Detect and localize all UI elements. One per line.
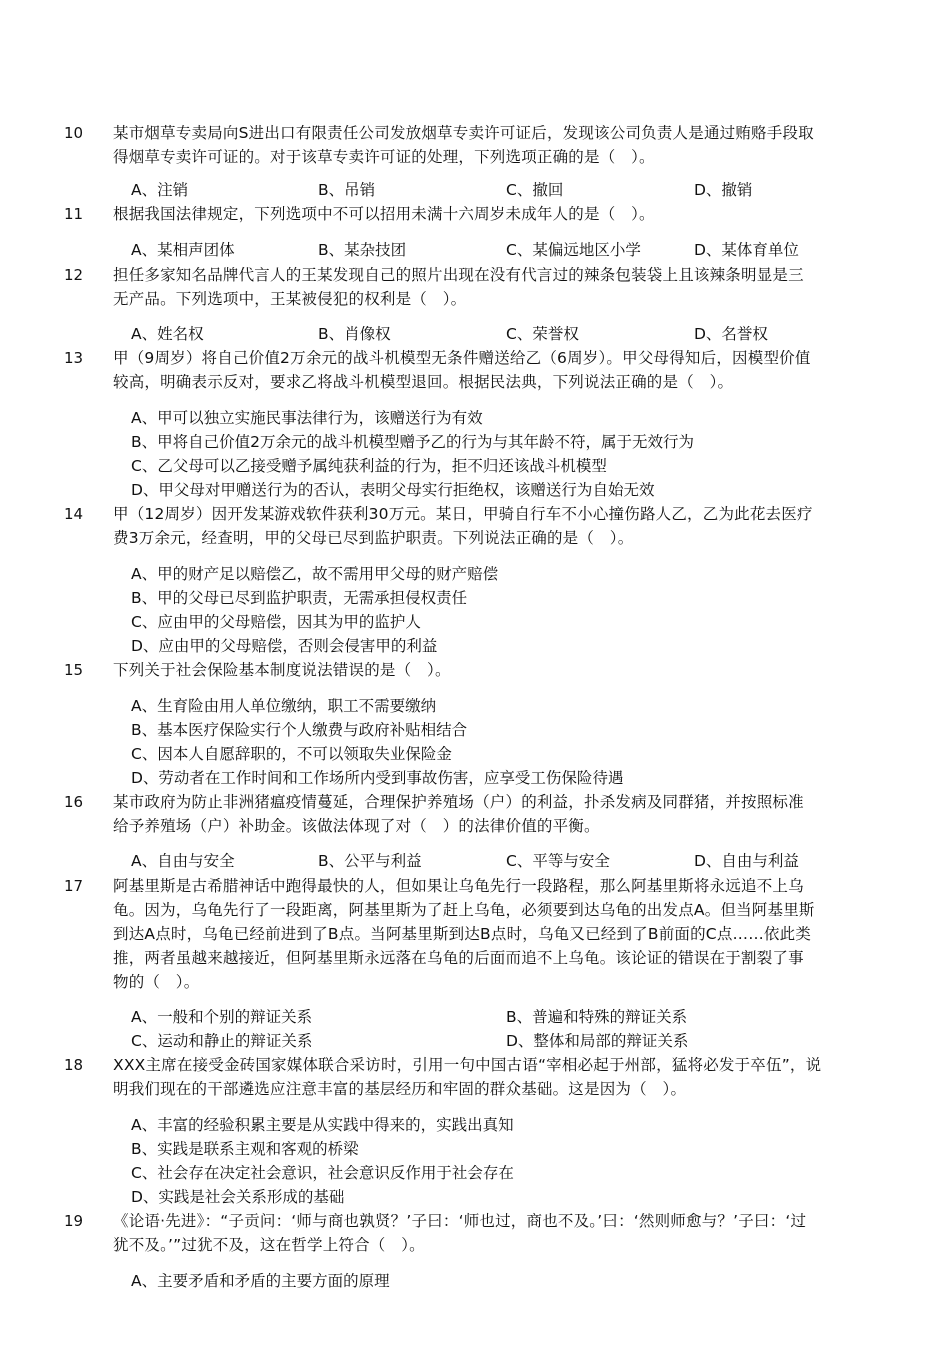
question-number: 11 [64,205,84,223]
question-number: 13 [64,349,84,367]
option-a[interactable]: A、自由与安全 [131,852,235,870]
option-a[interactable]: A、注销 [131,181,189,199]
question-stem: 担任多家知名品牌代言人的王某发现自己的照片出现在没有代言过的辣条包装袋上且该辣条明显是三 无产品。下列选项中，王某被侵犯的权利是（ ）。 [113,266,804,308]
option-b[interactable]: B、吊销 [318,181,376,199]
option-b[interactable]: B、基本医疗保险实行个人缴费与政府补贴相结合 [131,721,468,739]
option-b[interactable]: B、某杂技团 [318,241,407,259]
option-a[interactable]: A、姓名权 [131,325,204,343]
option-c[interactable]: C、社会存在决定社会意识，社会意识反作用于社会存在 [131,1164,514,1182]
question-number: 15 [64,661,84,679]
question-stem: XXX主席在接受金砖国家媒体联合采访时，引用一句中国古语“宰相必起于州部，猛将必发于卒伍”，说 明我们现在的干部遴选应注意丰富的基层经历和牢固的群众基础。这是因为（ ）。 [113,1056,822,1098]
option-d[interactable]: D、自由与利益 [694,852,799,870]
option-b[interactable]: B、肖像权 [318,325,391,343]
option-d[interactable]: D、实践是社会关系形成的基础 [131,1188,345,1206]
option-d[interactable]: D、某体育单位 [694,241,799,259]
question-number: 18 [64,1056,84,1074]
option-c[interactable]: C、撤回 [506,181,564,199]
option-d[interactable]: D、整体和局部的辩证关系 [506,1032,689,1050]
option-c[interactable]: C、平等与安全 [506,852,610,870]
question-stem: 某市政府为防止非洲猪瘟疫情蔓延，合理保护养殖场（户）的利益，扑杀发病及同群猪，并按照标准 给予养殖场（户）补助金。该做法体现了对（ ）的法律价值的平衡。 [113,793,804,835]
question-stem: 阿基里斯是古希腊神话中跑得最快的人，但如果让乌龟先行一段路程，那么阿基里斯将永远追不上乌 龟。因为，乌龟先行了一段距离，阿基里斯为了赶上乌龟，必须要到达乌龟的出发点A。但当阿基里斯 到达A点时，乌龟已经前进到了B点。当阿基里斯到达B点时，乌龟又已经到了B前面的C点……依此类 推，两者虽越来越接近，但阿基里斯永远落在乌龟的后面而追不上乌龟。该论证的错误在于割裂了事 物的（ ）。 [113,877,815,991]
option-c[interactable]: C、乙父母可以乙接受赠予属纯获利益的行为，拒不归还该战斗机模型 [131,457,607,475]
question-stem: 甲（9周岁）将自己价值2万余元的战斗机模型无条件赠送给乙（6周岁）。甲父母得知后，因模型价值 较高，明确表示反对，要求乙将战斗机模型退回。根据民法典，下列说法正确的是（ ）。 [113,349,811,391]
question-number: 16 [64,793,84,811]
question-number: 17 [64,877,84,895]
option-c[interactable]: C、应由甲的父母赔偿，因其为甲的监护人 [131,613,421,631]
option-a[interactable]: A、甲可以独立实施民事法律行为，该赠送行为有效 [131,409,483,427]
question-stem: 《论语·先进》：“子贡问：‘师与商也孰贤？’子曰：‘师也过，商也不及。’曰：‘然则师愈与？’子曰：‘过 犹不及。’”过犹不及，这在哲学上符合（ ）。 [113,1212,807,1254]
question-number: 12 [64,266,84,284]
question-stem: 某市烟草专卖局向S进出口有限责任公司发放烟草专卖许可证后，发现该公司负责人是通过贿赂手段取 得烟草专卖许可证的。对于该草专卖许可证的处理，下列选项正确的是（ ）。 [113,124,814,166]
option-b[interactable]: B、甲的父母已尽到监护职责，无需承担侵权责任 [131,589,468,607]
option-a[interactable]: A、丰富的经验积累主要是从实践中得来的，实践出真知 [131,1116,514,1134]
question-stem: 甲（12周岁）因开发某游戏软件获利30万元。某日，甲骑自行车不小心撞伤路人乙，乙为此花去医疗 费3万余元，经查明，甲的父母已尽到监护职责。下列说法正确的是（ ）。 [113,505,813,547]
option-b[interactable]: B、实践是联系主观和客观的桥梁 [131,1140,359,1158]
option-a[interactable]: A、某相声团体 [131,241,235,259]
option-b[interactable]: B、甲将自己价值2万余元的战斗机模型赠予乙的行为与其年龄不符，属于无效行为 [131,433,694,451]
option-a[interactable]: A、甲的财产足以赔偿乙，故不需用甲父母的财产赔偿 [131,565,499,583]
question-number: 19 [64,1212,84,1230]
option-d[interactable]: D、劳动者在工作时间和工作场所内受到事故伤害，应享受工伤保险待遇 [131,769,624,787]
question-number: 10 [64,124,84,142]
option-c[interactable]: C、荣誉权 [506,325,579,343]
option-a[interactable]: A、一般和个别的辩证关系 [131,1008,313,1026]
option-b[interactable]: B、公平与利益 [318,852,422,870]
question-number: 14 [64,505,84,523]
question-stem: 根据我国法律规定，下列选项中不可以招用未满十六周岁未成年人的是（ ）。 [113,205,655,223]
option-d[interactable]: D、名誉权 [694,325,768,343]
option-d[interactable]: D、撤销 [694,181,753,199]
option-c[interactable]: C、某偏远地区小学 [506,241,641,259]
option-d[interactable]: D、应由甲的父母赔偿，否则会侵害甲的利益 [131,637,438,655]
option-a[interactable]: A、生育险由用人单位缴纳，职工不需要缴纳 [131,697,437,715]
option-b[interactable]: B、普遍和特殊的辩证关系 [506,1008,688,1026]
question-stem: 下列关于社会保险基本制度说法错误的是（ ）。 [113,661,451,679]
option-a[interactable]: A、主要矛盾和矛盾的主要方面的原理 [131,1272,390,1290]
option-d[interactable]: D、甲父母对甲赠送行为的否认，表明父母实行拒绝权，该赠送行为自始无效 [131,481,655,499]
option-c[interactable]: C、运动和静止的辩证关系 [131,1032,313,1050]
option-c[interactable]: C、因本人自愿辞职的，不可以领取失业保险金 [131,745,452,763]
